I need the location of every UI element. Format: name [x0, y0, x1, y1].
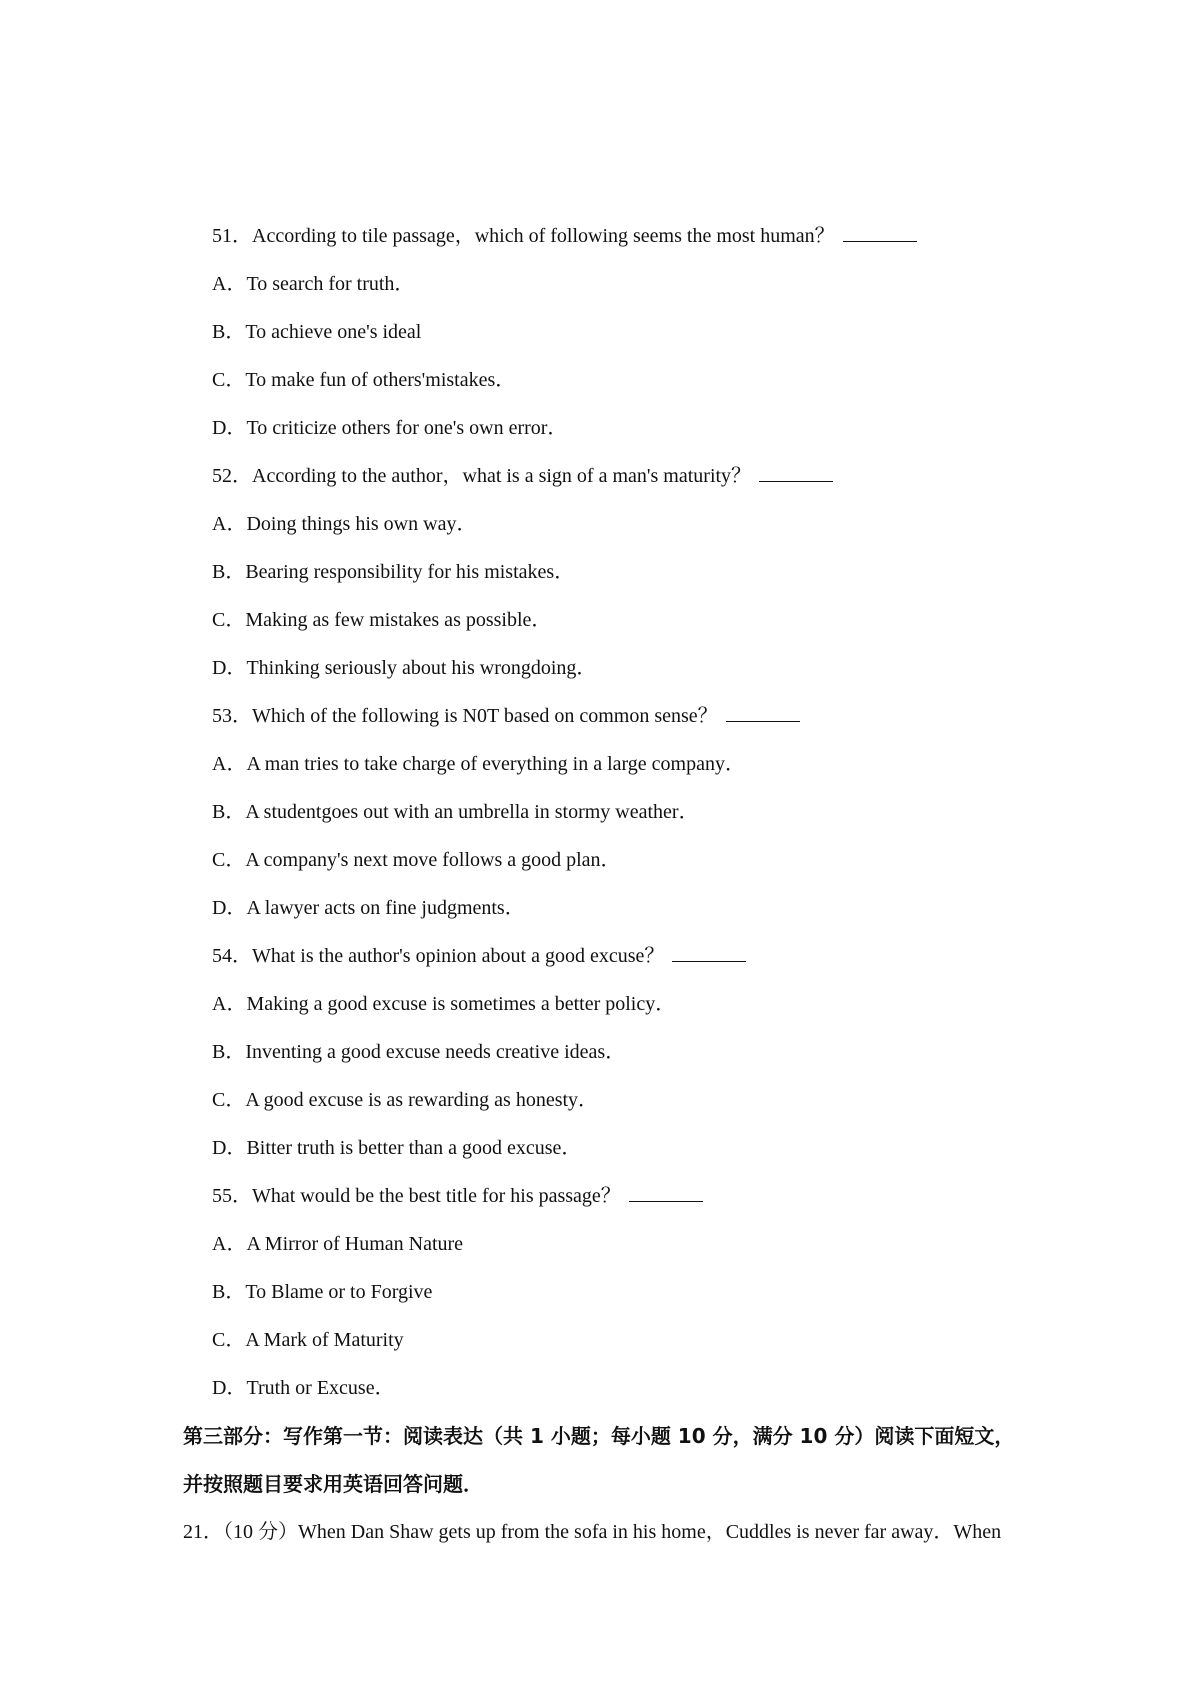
- option-54-a: A．Making a good excuse is sometimes a better policy．: [212, 993, 676, 1015]
- option-52-c: C．Making as few mistakes as possible．: [212, 609, 552, 631]
- option-55-b: B．To Blame or to Forgive: [212, 1281, 433, 1303]
- option-55-a: A．A Mirror of Human Nature: [212, 1233, 464, 1255]
- question-stem: 53．Which of the following is N0T based on common sense？: [212, 705, 718, 727]
- question-stem: 52．According to the author，what is a sign of a man's maturity？: [212, 465, 752, 487]
- question-51: [212, 222, 917, 250]
- option-55-d: D．Truth or Excuse．: [212, 1377, 395, 1399]
- question-52: [212, 462, 833, 490]
- question-stem: 54．What is the author's opinion about a good excuse？: [212, 945, 665, 967]
- option-51-a: A．To search for truth．: [212, 273, 415, 295]
- option-52-a: A．Doing things his own way．: [212, 513, 477, 535]
- question-stem: 55．What would be the best title for his passage？: [212, 1185, 621, 1207]
- question-53: [212, 702, 800, 730]
- option-54-b: B．Inventing a good excuse needs creative ideas．: [212, 1041, 626, 1063]
- section-heading-line2: 并按照题目要求用英语回答问题．: [183, 1472, 483, 1496]
- section-heading-line1: 第三部分：写作第一节：阅读表达（共 1 小题；每小题 10 分，满分 10 分）阅读下面短文，: [183, 1424, 1015, 1448]
- answer-blank: [672, 943, 746, 962]
- option-54-d: D．Bitter truth is better than a good excuse．: [212, 1137, 582, 1159]
- option-53-a: A．A man tries to take charge of everything in a large company．: [212, 753, 745, 775]
- option-53-d: D．A lawyer acts on fine judgments．: [212, 897, 525, 919]
- option-52-d: D．Thinking seriously about his wrongdoing．: [212, 657, 597, 679]
- answer-blank: [726, 703, 800, 722]
- option-53-b: B．A studentgoes out with an umbrella in stormy weather．: [212, 801, 699, 823]
- question-54: [212, 942, 746, 970]
- answer-blank: [843, 223, 917, 242]
- answer-blank: [629, 1183, 703, 1202]
- option-55-c: C．A Mark of Maturity: [212, 1329, 404, 1351]
- question-stem: 51．According to tile passage，which of following seems the most human？: [212, 225, 835, 247]
- option-51-c: C．To make fun of others'mistakes．: [212, 369, 516, 391]
- option-51-b: B．To achieve one's ideal: [212, 321, 422, 343]
- option-54-c: C．A good excuse is as rewarding as honesty．: [212, 1089, 599, 1111]
- question-55: [212, 1182, 703, 1210]
- option-52-b: B．Bearing responsibility for his mistakes．: [212, 561, 575, 583]
- option-53-c: C．A company's next move follows a good plan．: [212, 849, 621, 871]
- answer-blank: [759, 463, 833, 482]
- option-51-d: D．To criticize others for one's own error．: [212, 417, 568, 439]
- passage-first-line: 21．（10 分）When Dan Shaw gets up from the sofa in his home，Cuddles is never far away．When: [183, 1521, 1002, 1543]
